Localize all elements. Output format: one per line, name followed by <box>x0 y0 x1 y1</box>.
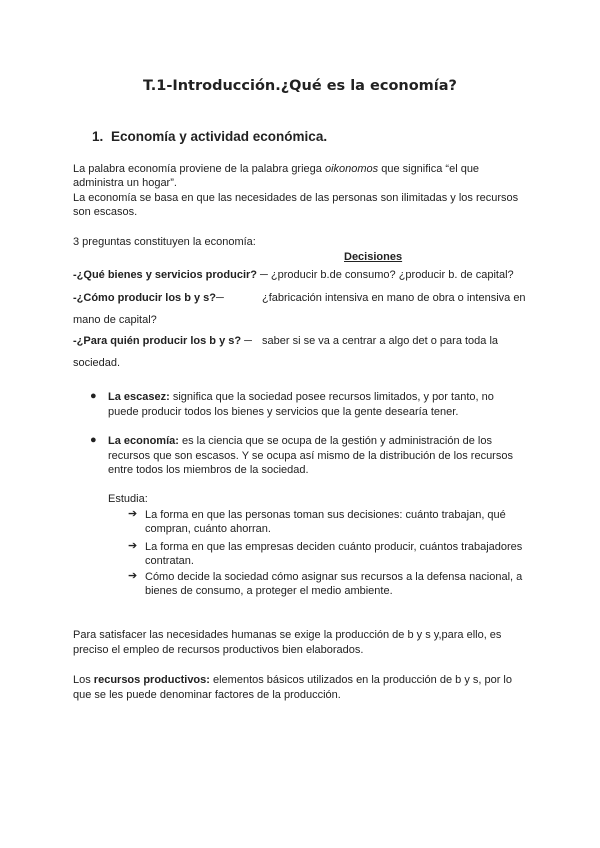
section-heading: Economía y actividad económica. <box>111 129 328 144</box>
question-3-answer-cont: sociedad. <box>73 357 121 369</box>
estudia-item-3-line-2: bienes de consumo, a proteger el medio ambiente. <box>145 585 393 597</box>
question-2-answer: ¿fabricación intensiva en mano de obra o intensiva en <box>262 292 526 304</box>
bullet-escasez-line-1: La escasez: significa que la sociedad posee recursos limitados, y por tanto, no <box>108 391 494 403</box>
estudia-item-2-line-2: contratan. <box>145 555 194 567</box>
bullet-economia-line-3: entre todos los miembros de la sociedad. <box>108 464 309 476</box>
question-2-answer-cont: mano de capital? <box>73 314 157 326</box>
arrow-icon: ➔ <box>128 540 138 552</box>
section-number: 1. <box>92 129 104 144</box>
decisions-header: Decisiones <box>344 251 403 263</box>
recursos-line-1: Los recursos productivos: elementos básicos utilizados en la producción de b y s, por lo <box>73 674 512 686</box>
question-3: -¿Para quién producir los b y s? ─ <box>73 335 252 347</box>
bullet-escasez-line-2: puede producir todos los bienes y servicios que la gente desearía tener. <box>108 406 459 418</box>
bullet-economia-line-2: recursos que son escasos. Y se ocupa así mismo de la distribución de los recursos <box>108 450 513 462</box>
intro-line-4: son escasos. <box>73 206 138 218</box>
recursos-line-2: que se les puede denominar factores de la producción. <box>73 689 341 701</box>
page-title: T.1-Introducción.¿Qué es la economía? <box>143 78 457 94</box>
intro-line-3: La economía se basa en que las necesidades de las personas son ilimitadas y los recursos <box>73 192 519 204</box>
questions-intro: 3 preguntas constituyen la economía: <box>73 236 256 248</box>
question-2: -¿Cómo producir los b y s?─ <box>73 292 224 304</box>
arrow-icon: ➔ <box>128 570 138 582</box>
estudia-label: Estudia: <box>108 493 148 505</box>
para-line-1: Para satisfacer las necesidades humanas se exige la producción de b y s y,para ello, es <box>73 629 502 641</box>
bullet-icon: ● <box>90 390 97 402</box>
question-3-answer: saber si se va a centrar a algo det o para toda la <box>262 335 499 347</box>
question-1: -¿Qué bienes y servicios producir? ─ ¿producir b.de consumo? ¿producir b. de capital? <box>73 269 514 281</box>
bullet-economia-line-1: La economía: es la ciencia que se ocupa de la gestión y administración de los <box>108 435 492 447</box>
estudia-item-1-line-2: compran, cuánto ahorran. <box>145 523 271 535</box>
intro-line-1: La palabra economía proviene de la palabra griega oikonomos que significa “el que <box>73 163 480 175</box>
estudia-item-3-line-1: Cómo decide la sociedad cómo asignar sus recursos a la defensa nacional, a <box>145 571 523 583</box>
bullet-icon: ● <box>90 434 97 446</box>
intro-line-2: administra un hogar”. <box>73 177 177 189</box>
estudia-item-1-line-1: La forma en que las personas toman sus decisiones: cuánto trabajan, qué <box>145 509 506 521</box>
para-line-2: preciso el empleo de recursos productivos bien elaborados. <box>73 644 364 656</box>
estudia-item-2-line-1: La forma en que las empresas deciden cuánto producir, cuántos trabajadores <box>145 541 523 553</box>
arrow-icon: ➔ <box>128 508 138 520</box>
